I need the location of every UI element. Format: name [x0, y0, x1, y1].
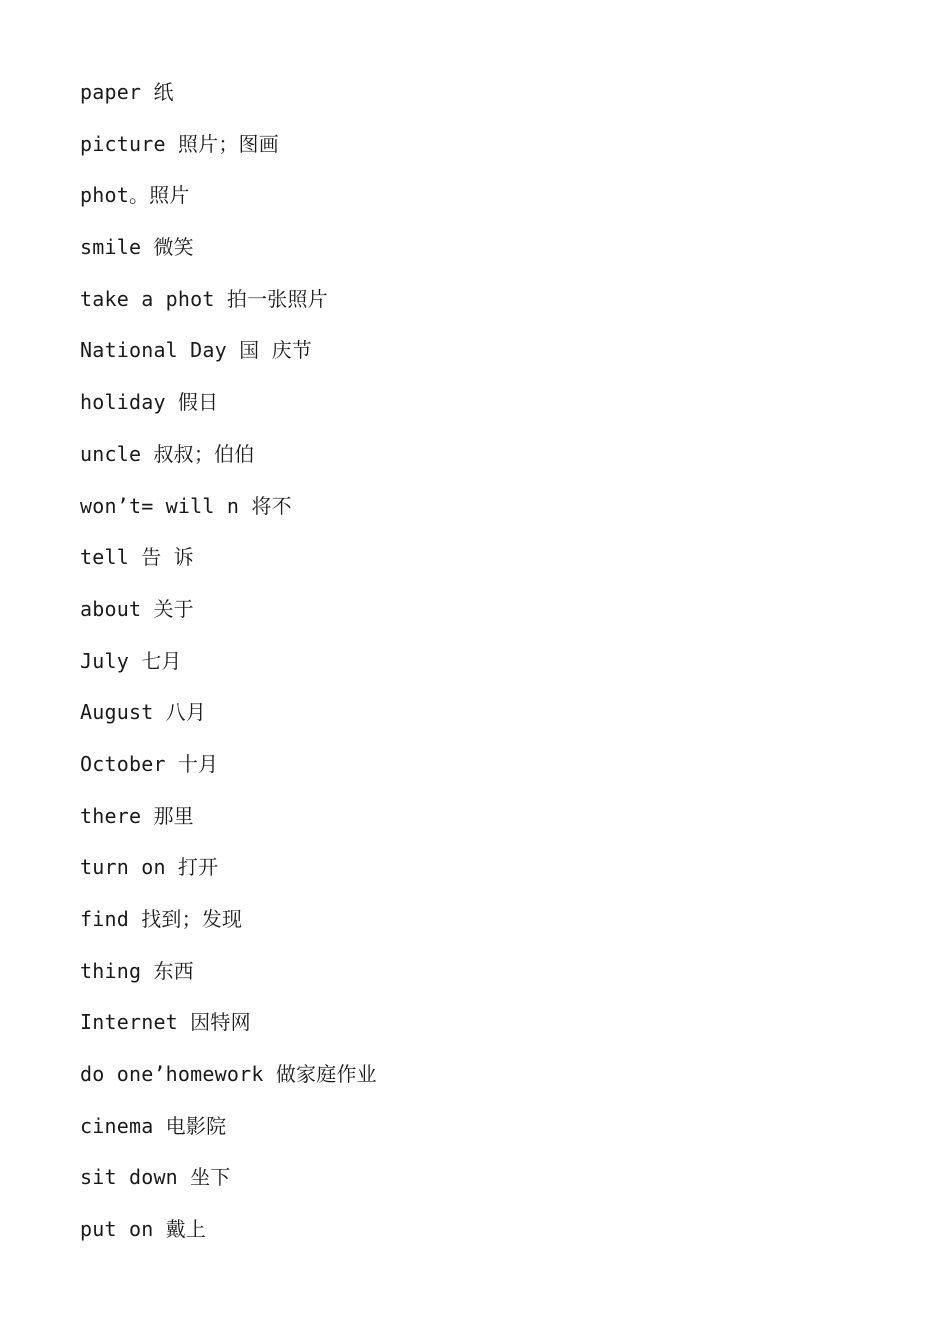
vocab-entry: sit down 坐下: [80, 1165, 231, 1190]
vocab-entry: won’t= will n 将不: [80, 493, 292, 518]
vocab-entry: National Day 国 庆节: [80, 338, 312, 363]
vocab-entry: paper 纸: [80, 80, 174, 104]
vocab-entry: thing 东西: [80, 958, 194, 983]
vocab-entry: holiday 假日: [80, 390, 219, 415]
vocab-entry: there 那里: [80, 803, 194, 828]
vocab-entry: Internet 因特网: [80, 1010, 251, 1035]
vocab-entry: about 关于: [80, 596, 194, 621]
vocab-entry: take a phot 拍一张照片: [80, 286, 328, 311]
vocab-entry: turn on 打开: [80, 855, 219, 880]
vocab-entry: smile 微笑: [80, 235, 194, 260]
vocabulary-list: [80, 75, 377, 1264]
vocab-entry: uncle 叔叔；伯伯: [80, 441, 255, 466]
vocab-entry: put on 戴上: [80, 1217, 207, 1242]
vocab-entry: cinema 电影院: [80, 1113, 227, 1138]
vocab-entry: phot。照片: [80, 183, 190, 208]
vocab-entry: October 十月: [80, 751, 219, 776]
vocab-entry: find 找到；发现: [80, 907, 243, 931]
vocab-entry: do one’homework 做家庭作业: [80, 1062, 377, 1087]
vocab-entry: July 七月: [80, 648, 182, 673]
vocab-entry: August 八月: [80, 700, 207, 725]
vocab-entry: tell 告 诉: [80, 545, 194, 570]
vocab-entry: picture 照片；图画: [80, 131, 279, 156]
